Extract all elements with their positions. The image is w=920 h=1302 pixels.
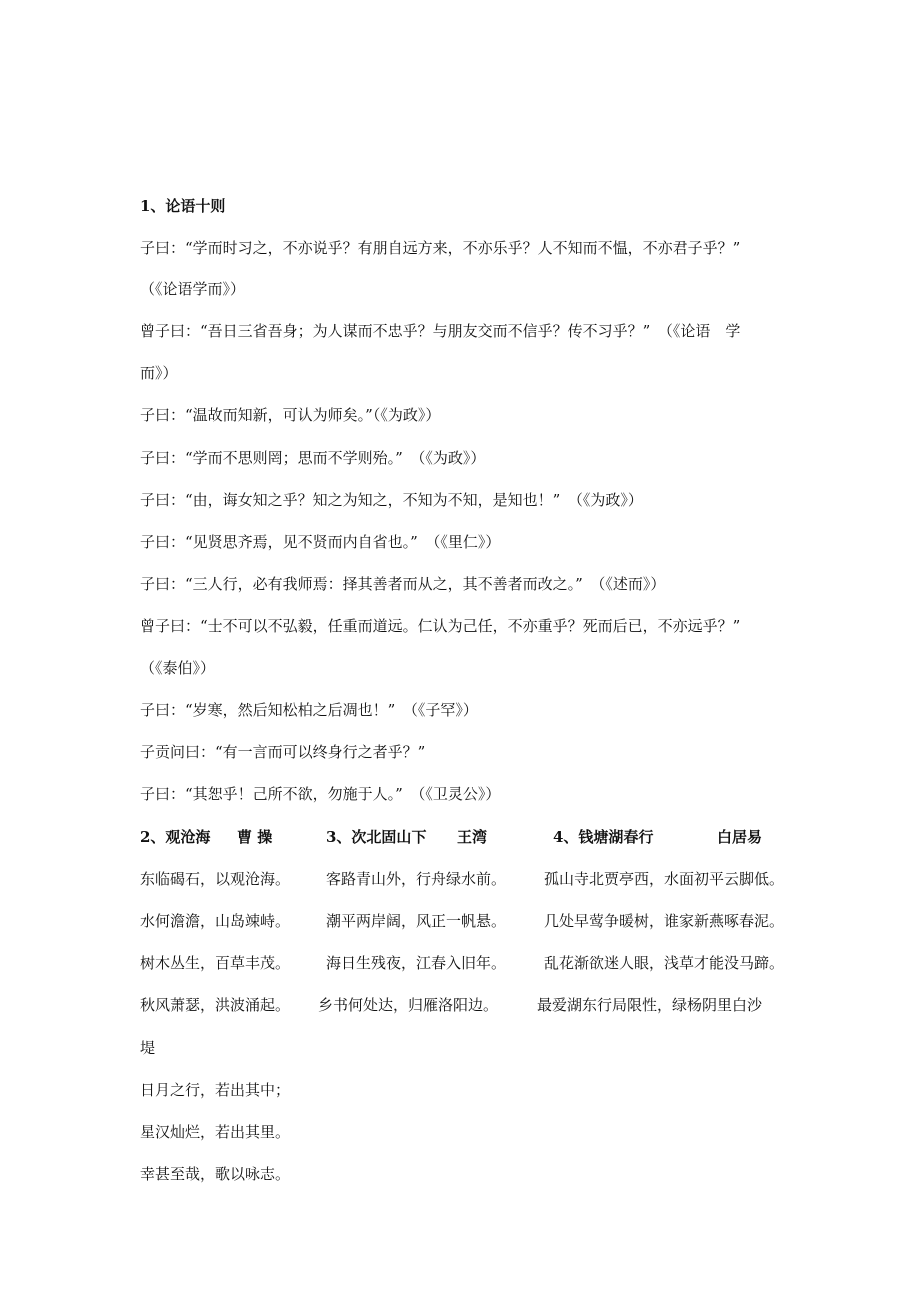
text-line: 子曰：“岁寒，然后知松柏之后凋也！” （《子罕》） (140, 701, 478, 719)
poem-tail-line: 幸甚至哉，歌以咏志。 (140, 1165, 291, 1183)
poem-line: 秋风萧瑟，洪波涌起。 (140, 996, 291, 1014)
poem-line: 最爱湖东行局限性，绿杨阴里白沙 (537, 996, 763, 1014)
text-line: 曾子曰：“士不可以不弘毅，任重而道远。仁认为己任，不亦重乎？死而后已，不亦远乎？” (140, 617, 741, 635)
text-line: 子曰：“其恕乎！己所不欲，勿施于人。” （《卫灵公》） (140, 785, 501, 803)
poem-line: 海日生残夜，江春入旧年。 (326, 954, 507, 972)
poem-line: 孤山寺北贾亭西，水面初平云脚低。 (544, 870, 785, 888)
text-line: （《论语学而》） (140, 280, 246, 298)
text-line: 子曰：“由，诲女知之乎？知之为知之，不知为不知，是知也！” （《为政》） (140, 491, 643, 509)
poem-line: 潮平两岸阔，风正一帆悬。 (326, 912, 507, 930)
text-line: （《泰伯》） (140, 659, 216, 677)
text-line: 子曰：“学而不思则罔；思而不学则殆。” （《为政》） (140, 449, 486, 467)
poem-line: 水何澹澹，山岛竦峙。 (140, 912, 291, 930)
poem-line: 几处早莺争暖树，谁家新燕啄春泥。 (544, 912, 785, 930)
poem-title-qiantanghu: 4、钱塘湖春行 (553, 828, 654, 846)
poem-tail-line: 星汉灿烂，若出其里。 (140, 1123, 291, 1141)
poem-author-wangwan: 王湾 (457, 828, 488, 846)
poem-title-guancanghai: 2、观沧海 (140, 828, 211, 846)
poem-line: 乡书何处达，归雁洛阳边。 (318, 996, 499, 1014)
text-line: 子曰：“三人行，必有我师焉：择其善者而从之，其不善者而改之。” （《述而》） (140, 575, 666, 593)
poem-author-caocao: 曹 操 (237, 828, 273, 846)
poem-line: 树木丛生，百草丰茂。 (140, 954, 291, 972)
section-heading-lunyu: 1、论语十则 (140, 197, 226, 215)
poem-line-wrap: 堤 (140, 1039, 156, 1057)
text-line: 子曰：“温故而知新，可认为师矣。”（《为政》） (140, 406, 441, 424)
poem-line: 乱花渐欲迷人眼，浅草才能没马蹄。 (544, 954, 785, 972)
poem-line: 东临碣石，以观沧海。 (140, 870, 291, 888)
text-line: 曾子曰：“吾日三省吾身；为人谋而不忠乎？与朋友交而不信乎？传不习乎？” （《论语 学 (140, 322, 741, 340)
text-line: 子贡问曰：“有一言而可以终身行之者乎？” (140, 743, 426, 761)
text-line: 而》） (140, 364, 178, 382)
poem-line: 客路青山外，行舟绿水前。 (326, 870, 507, 888)
text-line: 子曰：“学而时习之，不亦说乎？有朋自远方来，不亦乐乎？人不知而不愠，不亦君子乎？” (140, 239, 741, 257)
poem-title-cibeigushanxia: 3、次北固山下 (326, 828, 427, 846)
poem-tail-line: 日月之行，若出其中； (140, 1081, 291, 1099)
text-line: 子曰：“见贤思齐焉，见不贤而内自省也。” （《里仁》） (140, 533, 501, 551)
poem-author-baijuyi: 白居易 (717, 828, 763, 846)
